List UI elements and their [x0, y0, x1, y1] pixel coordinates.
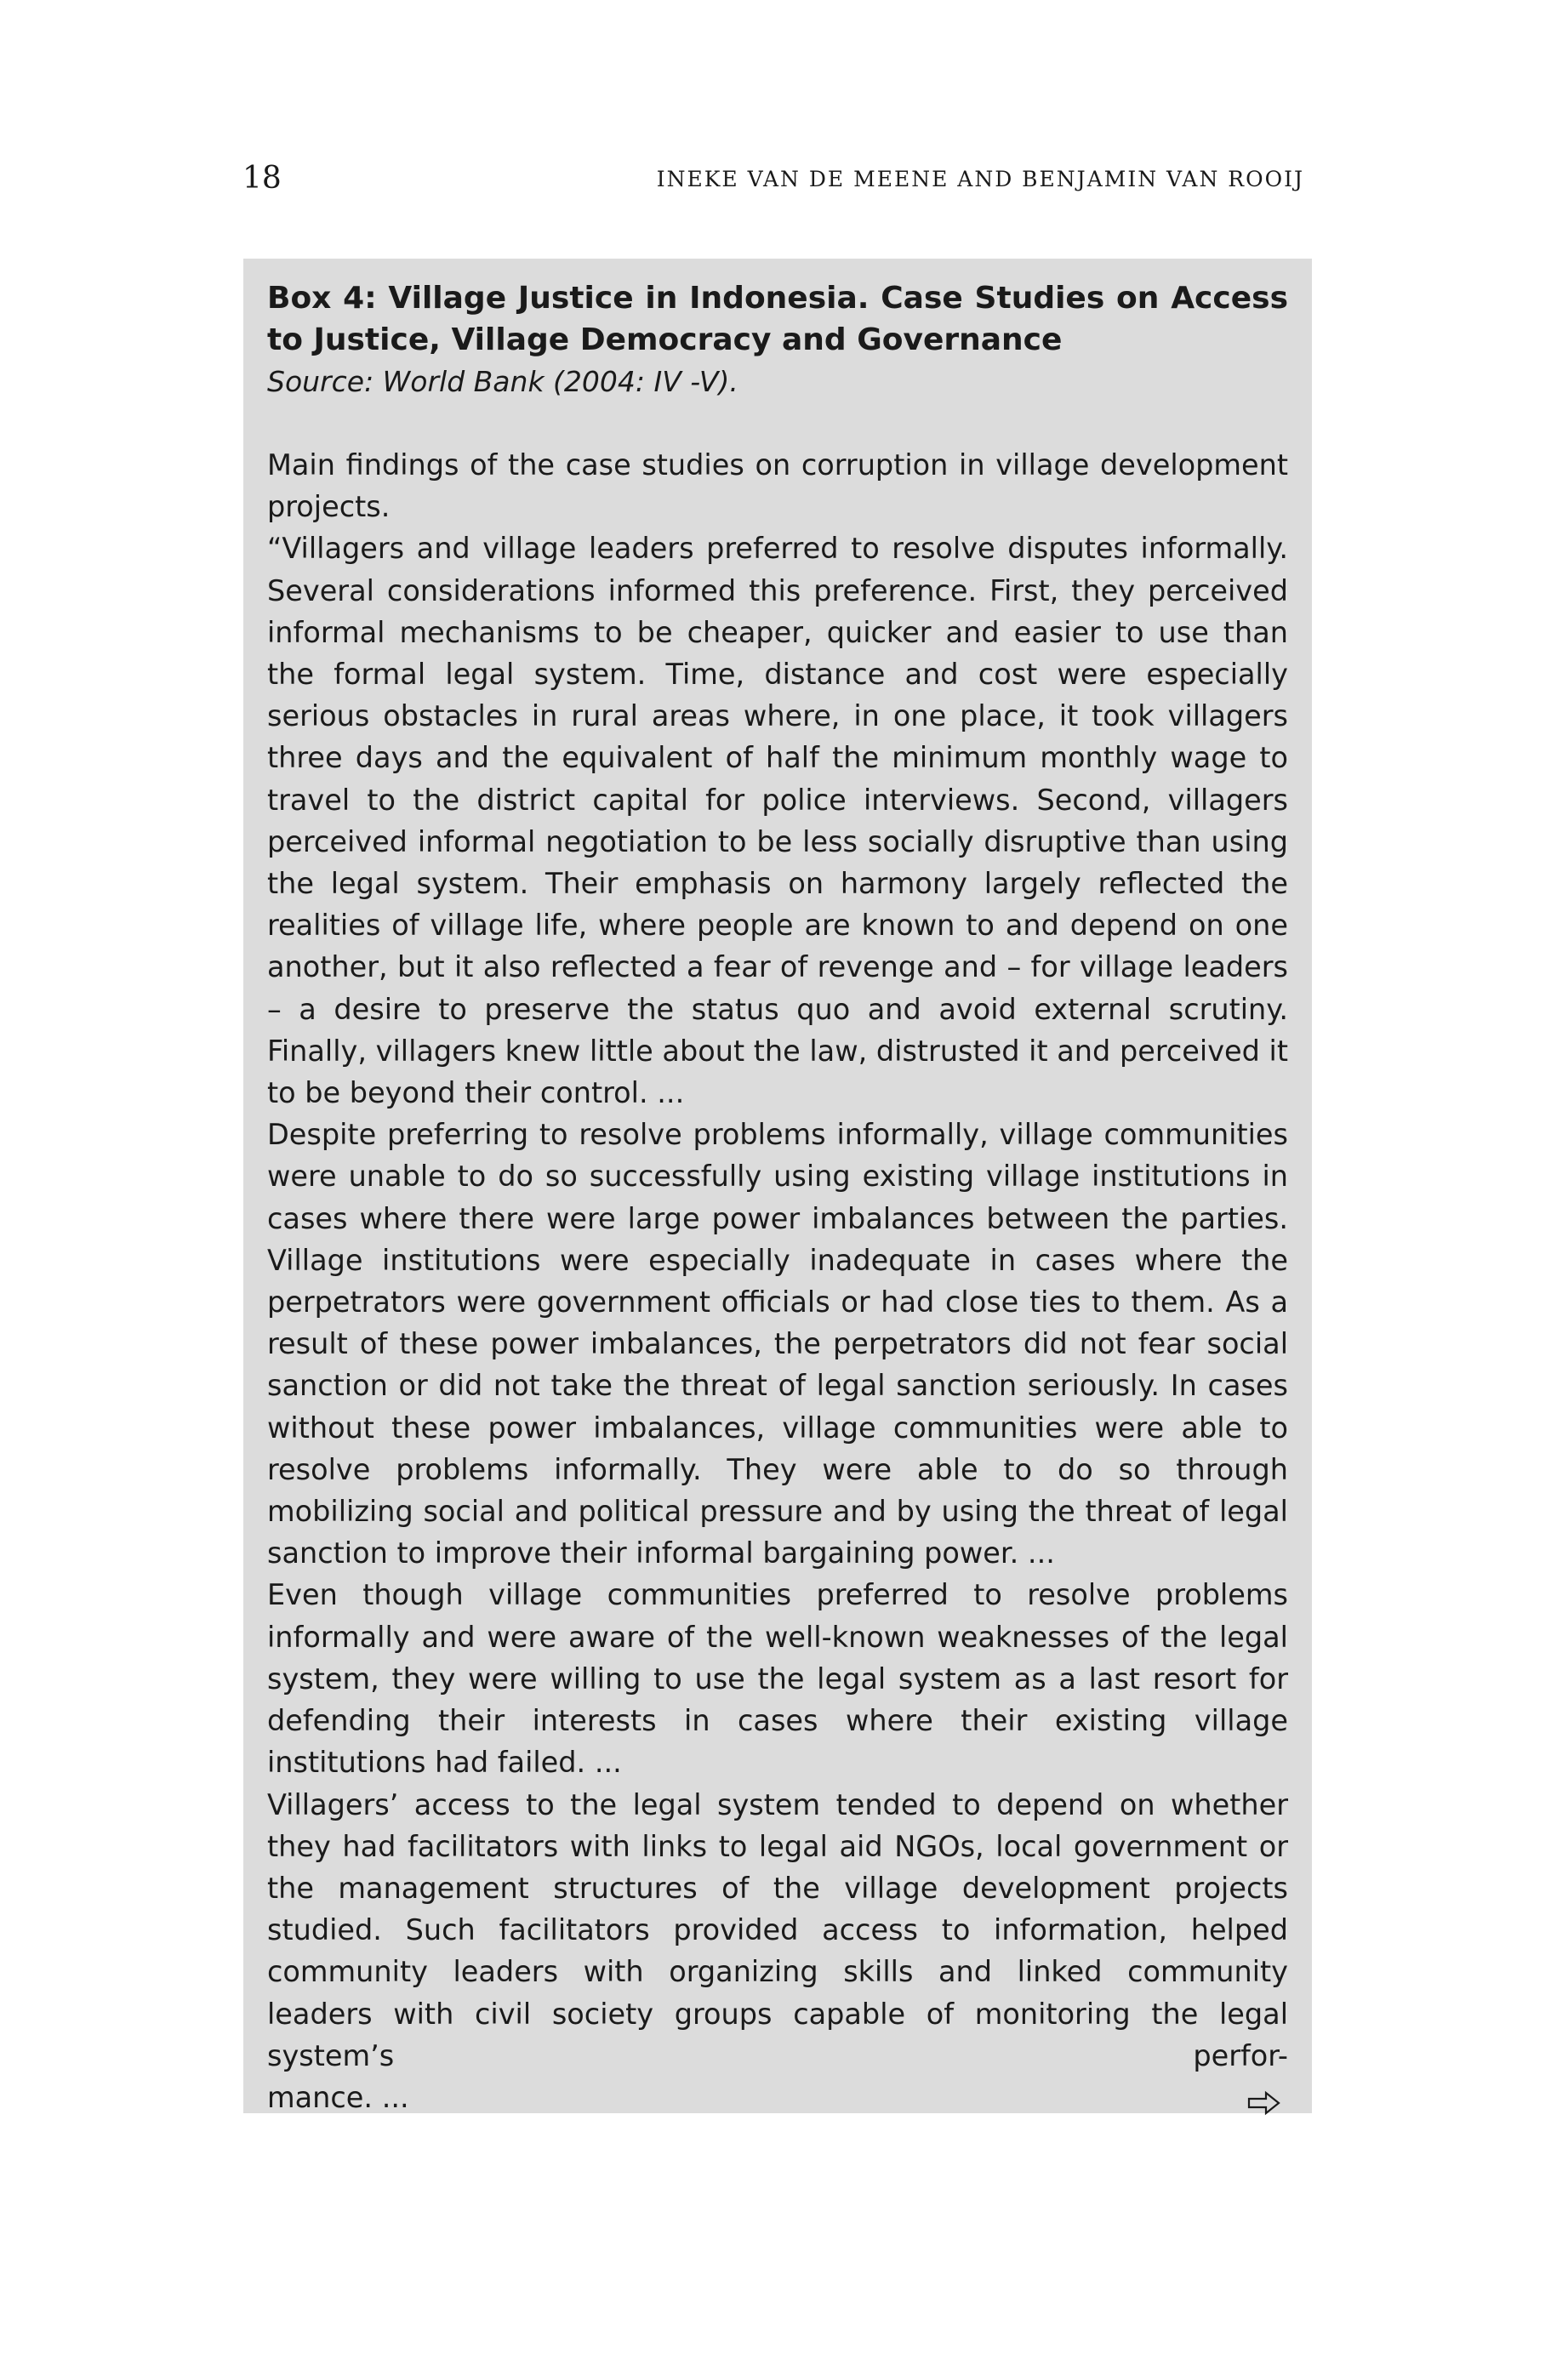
running-head: INEKE VAN DE MEENE AND BENJAMIN VAN ROOIJ	[656, 167, 1304, 191]
box-source: Source: World Bank (2004: IV -V).	[267, 365, 738, 398]
paragraph: “Villagers and village leaders preferred to resolve disputes informally. Several considerations informed this preference. First, they perceived informal mechanisms to be cheaper, quicker and easier to use than the formal legal system. Time, distance and cost were especially serious obstacles in rural areas where, in one place, it took villagers three days and the equivalent of half the minimum monthly wage to travel to the district capital for police interviews. Second, villagers perceived informal negotiation to be less socially disruptive than using the legal system. Their emphasis on harmony largely reflected the realities of village life, where people are known to and depend on one another, but it also reflected a fear of revenge and – for village leaders – a desire to preserve the status quo and avoid external scrutiny. Finally, villagers knew little about the law, distrusted it and perceived it to be beyond their control. ...	[267, 532, 1288, 1110]
paragraph: Villagers’ access to the legal system tended to depend on whether they had facilitators with links to legal aid NGOs, local government or the management structures of the village development projects studied. Such facilitators provided access to information, helped community leaders with organizing skills and linked community leaders with civil society groups capable of monitoring the legal system’s perfor-	[267, 1787, 1288, 2072]
last-line-text: mance. ...	[267, 2080, 409, 2114]
box-title: Box 4: Village Justice in Indonesia. Case Studies on Access to Justice, Village Democracy and Governance	[267, 281, 1288, 357]
right-arrow-outline-icon	[1247, 2085, 1281, 2111]
paragraph: Even though village communities preferred to resolve problems informally and were aware of the well-known weaknesses of the legal system, they were willing to use the legal system as a last resort for defending their interests in cases where their existing village institutions had failed. ...	[267, 1578, 1288, 1780]
text-box	[243, 259, 1312, 2113]
page-number: 18	[242, 161, 282, 196]
paragraph: Main findings of the case studies on corruption in village development projects.	[267, 448, 1288, 524]
last-line	[267, 2077, 1288, 2118]
paragraph: Despite preferring to resolve problems informally, village communities were unable to do so successfully using existing village institutions in cases where there were large power imbalances between the parties. Village institutions were especially inadequate in cases where the perpetrators were government officials or had close ties to them. As a result of these power imbalances, the perpetrators did not fear social sanction or did not take the threat of legal sanction seriously. In cases without these power imbalances, village communities were able to resolve problems informally. They were able to do so through mobilizing social and political pressure and by using the threat of legal sanction to improve their informal bargaining power. ...	[267, 1118, 1288, 1570]
